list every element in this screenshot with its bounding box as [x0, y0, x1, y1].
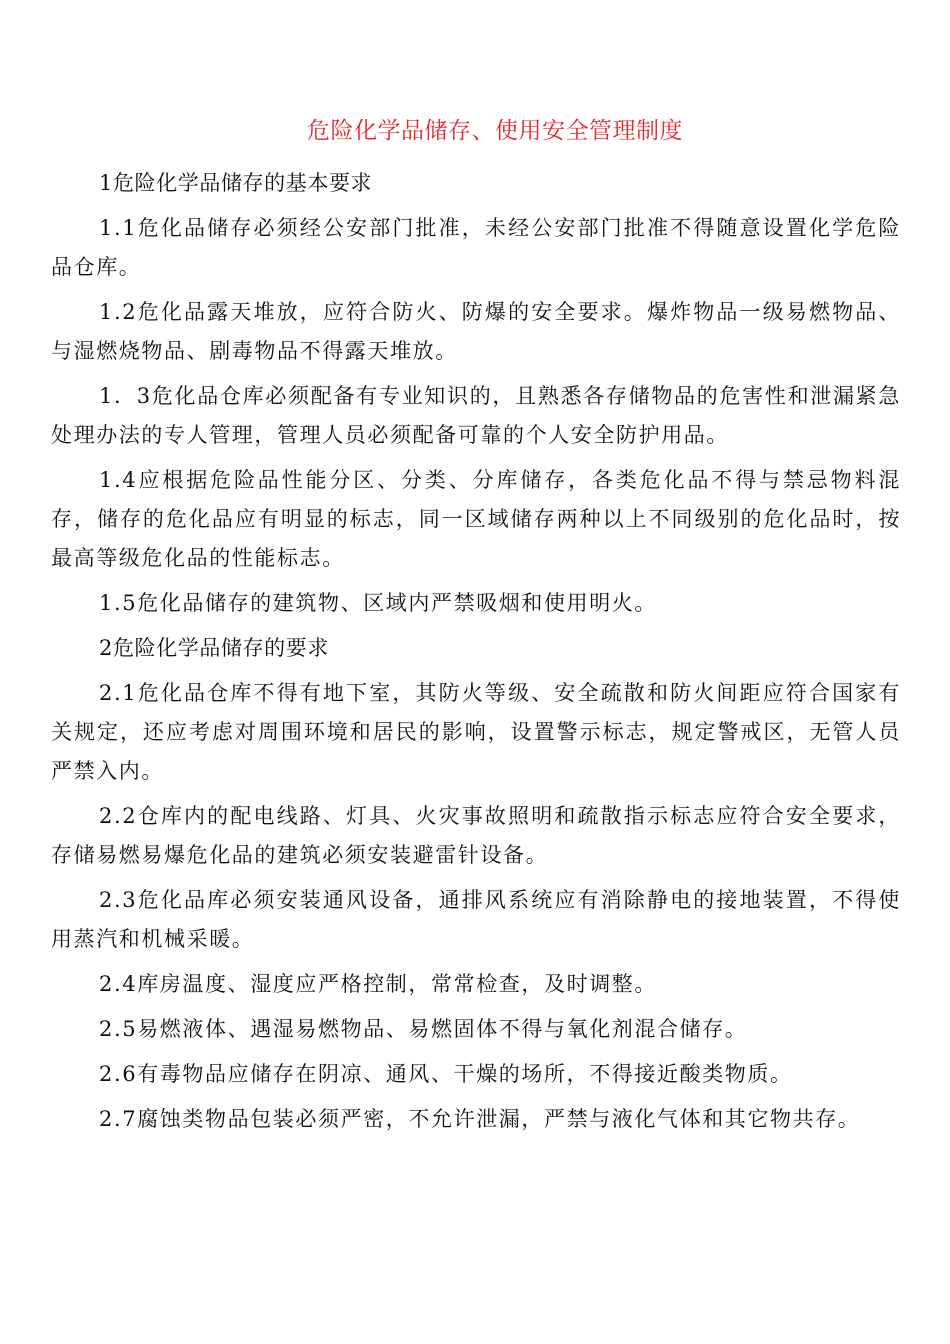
- clause-2-2: 2.2仓库内的配电线路、灯具、火灾事故照明和疏散指示标志应符合安全要求，存储易燃易爆危化品的建筑必须安装避雷针设备。: [51, 804, 901, 867]
- clause-1-5: 1.5危化品储存的建筑物、区域内严禁吸烟和使用明火。: [99, 591, 657, 615]
- document-body: [51, 164, 901, 1145]
- clause-1-2: 1.2危化品露天堆放，应符合防火、防爆的安全要求。爆炸物品一级易燃物品、与湿燃烧物品、剧毒物品不得露天堆放。: [51, 300, 901, 363]
- clause-1-3: 1．3危化品仓库必须配备有专业知识的，且熟悉各存储物品的危害性和泄漏紧急处理办法的专人管理，管理人员必须配备可靠的个人安全防护用品。: [51, 384, 901, 447]
- clause-2-7: 2.7腐蚀类物品包装必须严密，不允许泄漏，严禁与液化气体和其它物共存。: [99, 1107, 861, 1131]
- document-title: 危险化学品储存、使用安全管理制度: [307, 118, 683, 144]
- clause-2-5: 2.5易燃液体、遇湿易燃物品、易燃固体不得与氧化剂混合储存。: [99, 1017, 748, 1041]
- clause-2-6: 2.6有毒物品应储存在阴凉、通风、干燥的场所，不得接近酸类物质。: [99, 1062, 793, 1086]
- clause-2-4: 2.4库房温度、湿度应严格控制，常常检查，及时调整。: [99, 972, 657, 996]
- section-heading-1: 1危险化学品储存的基本要求: [99, 171, 373, 195]
- clause-2-1: 2.1危化品仓库不得有地下室，其防火等级、安全疏散和防火间距应符合国家有关规定，还应考虑对周围环境和居民的影响，设置警示标志，规定警戒区，无管人员严禁入内。: [51, 681, 901, 783]
- section-heading-2: 2危险化学品储存的要求: [99, 636, 329, 660]
- clause-2-3: 2.3危化品库必须安装通风设备，通排风系统应有消除静电的接地装置，不得使用蒸汽和机械采暖。: [51, 888, 901, 951]
- clause-1-4: 1.4应根据危险品性能分区、分类、分库储存，各类危化品不得与禁忌物料混存，储存的危化品应有明显的标志，同一区域储存两种以上不同级别的危化品时，按最高等级危化品的性能标志。: [51, 468, 901, 570]
- clause-1-1: 1.1危化品储存必须经公安部门批准，未经公安部门批准不得随意设置化学危险品仓库。: [51, 216, 901, 279]
